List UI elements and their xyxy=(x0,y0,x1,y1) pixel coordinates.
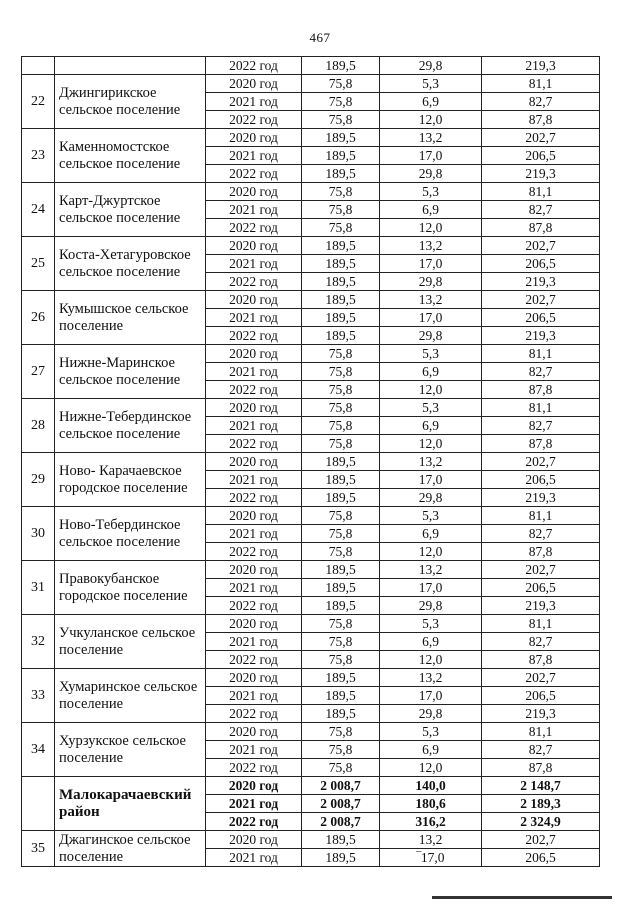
value-cell-3: 202,7 xyxy=(482,561,600,579)
year-cell: 2021 год xyxy=(206,525,302,543)
value-cell-2: 5,3 xyxy=(380,507,482,525)
row-number-cell: 29 xyxy=(22,453,55,507)
settlement-name-cell xyxy=(55,57,206,75)
year-cell: 2022 год xyxy=(206,435,302,453)
value-cell-3: 219,3 xyxy=(482,273,600,291)
row-number-cell: 28 xyxy=(22,399,55,453)
value-cell-3: 2 148,7 xyxy=(482,777,600,795)
value-cell-1: 75,8 xyxy=(302,723,380,741)
value-cell-2: 29,8 xyxy=(380,597,482,615)
year-cell: 2021 год xyxy=(206,687,302,705)
value-cell-1: 75,8 xyxy=(302,741,380,759)
value-cell-1: 75,8 xyxy=(302,75,380,93)
value-cell-2: 17,0 xyxy=(380,471,482,489)
value-cell-3: 87,8 xyxy=(482,651,600,669)
value-cell-2: 17,0 xyxy=(380,687,482,705)
value-cell-1: 2 008,7 xyxy=(302,813,380,831)
year-cell: 2020 год xyxy=(206,831,302,849)
year-cell: 2020 год xyxy=(206,183,302,201)
value-cell-1: 189,5 xyxy=(302,489,380,507)
row-number-cell: 27 xyxy=(22,345,55,399)
value-cell-3: 87,8 xyxy=(482,219,600,237)
year-cell: 2022 год xyxy=(206,111,302,129)
row-number-cell xyxy=(22,57,55,75)
row-number-cell: 22 xyxy=(22,75,55,129)
value-cell-1: 75,8 xyxy=(302,651,380,669)
value-cell-1: 75,8 xyxy=(302,615,380,633)
value-cell-3: 81,1 xyxy=(482,723,600,741)
value-cell-3: 87,8 xyxy=(482,543,600,561)
value-cell-2: 180,6 xyxy=(380,795,482,813)
value-cell-2: 6,9 xyxy=(380,363,482,381)
row-number-cell: 24 xyxy=(22,183,55,237)
value-cell-1: 75,8 xyxy=(302,759,380,777)
value-cell-2: 6,9 xyxy=(380,201,482,219)
value-cell-3: 206,5 xyxy=(482,687,600,705)
value-cell-2: 13,2 xyxy=(380,669,482,687)
value-cell-3: 202,7 xyxy=(482,291,600,309)
value-cell-3: 202,7 xyxy=(482,453,600,471)
value-cell-1: 189,5 xyxy=(302,237,380,255)
value-cell-1: 189,5 xyxy=(302,597,380,615)
value-cell-1: 75,8 xyxy=(302,183,380,201)
value-cell-2: 29,8 xyxy=(380,489,482,507)
row-number-cell: 35 xyxy=(22,831,55,867)
value-cell-3: 206,5 xyxy=(482,471,600,489)
value-cell-2: 12,0 xyxy=(380,219,482,237)
value-cell-3: 219,3 xyxy=(482,489,600,507)
value-cell-1: 75,8 xyxy=(302,399,380,417)
value-cell-2: 316,2 xyxy=(380,813,482,831)
row-number-cell: 32 xyxy=(22,615,55,669)
settlement-name-cell: Учкуланское сельское поселение xyxy=(55,615,206,669)
table-row xyxy=(22,237,600,255)
value-cell-3: 87,8 xyxy=(482,759,600,777)
value-cell-2: 6,9 xyxy=(380,525,482,543)
table-row xyxy=(22,75,600,93)
value-cell-3: 82,7 xyxy=(482,633,600,651)
value-cell-2: 6,9 xyxy=(380,741,482,759)
value-cell-2: 13,2 xyxy=(380,291,482,309)
settlement-name-cell: Ново- Карачаевское городское поселение xyxy=(55,453,206,507)
year-cell: 2021 год xyxy=(206,255,302,273)
table-row xyxy=(22,399,600,417)
value-cell-2: 5,3 xyxy=(380,183,482,201)
value-cell-3: 87,8 xyxy=(482,111,600,129)
value-cell-3: 82,7 xyxy=(482,417,600,435)
value-cell-2: 5,3 xyxy=(380,75,482,93)
value-cell-3: 202,7 xyxy=(482,237,600,255)
value-cell-3: 81,1 xyxy=(482,345,600,363)
value-cell-2: 6,9 xyxy=(380,633,482,651)
value-cell-2: 17,0 xyxy=(380,255,482,273)
value-cell-2: 17,0 xyxy=(380,147,482,165)
value-cell-2: 29,8 xyxy=(380,57,482,75)
value-cell-2: 140,0 xyxy=(380,777,482,795)
value-cell-2: 29,8 xyxy=(380,165,482,183)
value-cell-3: 219,3 xyxy=(482,597,600,615)
year-cell: 2022 год xyxy=(206,597,302,615)
value-cell-3: 81,1 xyxy=(482,507,600,525)
value-cell-3: 202,7 xyxy=(482,669,600,687)
value-cell-2: 12,0 xyxy=(380,111,482,129)
value-cell-2: 12,0 xyxy=(380,651,482,669)
value-cell-1: 2 008,7 xyxy=(302,795,380,813)
value-cell-3: 81,1 xyxy=(482,183,600,201)
table-row xyxy=(22,57,600,75)
value-cell-1: 75,8 xyxy=(302,633,380,651)
value-cell-2: 17,0 xyxy=(380,309,482,327)
year-cell: 2021 год xyxy=(206,741,302,759)
value-cell-1: 189,5 xyxy=(302,687,380,705)
year-cell: 2022 год xyxy=(206,759,302,777)
value-cell-3: 81,1 xyxy=(482,399,600,417)
year-cell: 2020 год xyxy=(206,129,302,147)
year-cell: 2021 год xyxy=(206,309,302,327)
settlement-name-cell: Правокубанское городское поселение xyxy=(55,561,206,615)
table-row xyxy=(22,291,600,309)
value-cell-2: 13,2 xyxy=(380,561,482,579)
year-cell: 2021 год xyxy=(206,417,302,435)
value-cell-2: 29,8 xyxy=(380,273,482,291)
year-cell: 2021 год xyxy=(206,795,302,813)
value-cell-2: 12,0 xyxy=(380,759,482,777)
value-cell-1: 189,5 xyxy=(302,579,380,597)
row-number-cell: 26 xyxy=(22,291,55,345)
value-cell-2: ‾17,0 xyxy=(380,849,482,867)
table-row xyxy=(22,507,600,525)
value-cell-1: 189,5 xyxy=(302,129,380,147)
year-cell: 2020 год xyxy=(206,291,302,309)
year-cell: 2020 год xyxy=(206,237,302,255)
value-cell-1: 75,8 xyxy=(302,111,380,129)
settlement-name-cell: Хумаринское сельское поселение xyxy=(55,669,206,723)
settlement-name-cell: Каменномостское сельское поселение xyxy=(55,129,206,183)
year-cell: 2022 год xyxy=(206,651,302,669)
year-cell: 2021 год xyxy=(206,633,302,651)
value-cell-1: 189,5 xyxy=(302,273,380,291)
year-cell: 2022 год xyxy=(206,381,302,399)
value-cell-1: 189,5 xyxy=(302,291,380,309)
value-cell-3: 206,5 xyxy=(482,579,600,597)
value-cell-1: 75,8 xyxy=(302,363,380,381)
value-cell-3: 206,5 xyxy=(482,255,600,273)
year-cell: 2022 год xyxy=(206,327,302,345)
value-cell-3: 82,7 xyxy=(482,363,600,381)
value-cell-1: 75,8 xyxy=(302,417,380,435)
year-cell: 2021 год xyxy=(206,471,302,489)
value-cell-2: 12,0 xyxy=(380,381,482,399)
year-cell: 2021 год xyxy=(206,849,302,867)
value-cell-1: 189,5 xyxy=(302,309,380,327)
value-cell-1: 75,8 xyxy=(302,507,380,525)
year-cell: 2022 год xyxy=(206,705,302,723)
value-cell-2: 13,2 xyxy=(380,453,482,471)
table-row xyxy=(22,831,600,849)
value-cell-3: 202,7 xyxy=(482,129,600,147)
settlement-name-cell: Ново-Тебердинское сельское поселение xyxy=(55,507,206,561)
value-cell-2: 5,3 xyxy=(380,345,482,363)
value-cell-1: 189,5 xyxy=(302,471,380,489)
row-number-cell: 33 xyxy=(22,669,55,723)
budget-table xyxy=(21,56,600,867)
value-cell-1: 189,5 xyxy=(302,849,380,867)
settlement-name-cell: Нижне-Тебердинское сельское поселение xyxy=(55,399,206,453)
footer-line xyxy=(432,896,612,899)
value-cell-2: 6,9 xyxy=(380,417,482,435)
year-cell: 2022 год xyxy=(206,813,302,831)
table-row xyxy=(22,669,600,687)
table-row xyxy=(22,129,600,147)
table-row xyxy=(22,183,600,201)
row-number-cell xyxy=(22,777,55,831)
value-cell-3: 2 324,9 xyxy=(482,813,600,831)
value-cell-2: 17,0 xyxy=(380,579,482,597)
value-cell-2: 13,2 xyxy=(380,237,482,255)
value-cell-1: 189,5 xyxy=(302,255,380,273)
year-cell: 2020 год xyxy=(206,777,302,795)
value-cell-1: 2 008,7 xyxy=(302,777,380,795)
table-row xyxy=(22,723,600,741)
row-number-cell: 31 xyxy=(22,561,55,615)
value-cell-3: 82,7 xyxy=(482,93,600,111)
table-row xyxy=(22,777,600,795)
value-cell-1: 75,8 xyxy=(302,525,380,543)
value-cell-1: 75,8 xyxy=(302,93,380,111)
year-cell: 2020 год xyxy=(206,399,302,417)
year-cell: 2020 год xyxy=(206,345,302,363)
value-cell-3: 219,3 xyxy=(482,705,600,723)
value-cell-3: 219,3 xyxy=(482,327,600,345)
year-cell: 2020 год xyxy=(206,453,302,471)
value-cell-2: 13,2 xyxy=(380,129,482,147)
year-cell: 2021 год xyxy=(206,579,302,597)
year-cell: 2020 год xyxy=(206,723,302,741)
year-cell: 2020 год xyxy=(206,669,302,687)
value-cell-1: 75,8 xyxy=(302,345,380,363)
year-cell: 2021 год xyxy=(206,201,302,219)
year-cell: 2022 год xyxy=(206,219,302,237)
value-cell-2: 12,0 xyxy=(380,435,482,453)
settlement-name-cell: Хурзукское сельское поселение xyxy=(55,723,206,777)
value-cell-1: 189,5 xyxy=(302,669,380,687)
value-cell-1: 189,5 xyxy=(302,147,380,165)
value-cell-3: 2 189,3 xyxy=(482,795,600,813)
value-cell-1: 75,8 xyxy=(302,201,380,219)
value-cell-3: 206,5 xyxy=(482,849,600,867)
value-cell-2: 12,0 xyxy=(380,543,482,561)
settlement-name-cell: Карт-Джуртское сельское поселение xyxy=(55,183,206,237)
value-cell-1: 75,8 xyxy=(302,381,380,399)
value-cell-3: 206,5 xyxy=(482,309,600,327)
value-cell-3: 82,7 xyxy=(482,741,600,759)
year-cell: 2022 год xyxy=(206,273,302,291)
row-number-cell: 30 xyxy=(22,507,55,561)
page-number: 467 xyxy=(309,30,331,45)
value-cell-1: 189,5 xyxy=(302,327,380,345)
value-cell-1: 75,8 xyxy=(302,219,380,237)
value-cell-3: 206,5 xyxy=(482,147,600,165)
settlement-name-cell: Нижне-Маринское сельское поселение xyxy=(55,345,206,399)
value-cell-3: 219,3 xyxy=(482,165,600,183)
value-cell-1: 75,8 xyxy=(302,543,380,561)
settlement-name-cell: Джагинское сельское поселение xyxy=(55,831,206,867)
value-cell-2: 5,3 xyxy=(380,615,482,633)
year-cell: 2022 год xyxy=(206,57,302,75)
value-cell-1: 189,5 xyxy=(302,165,380,183)
year-cell: 2020 год xyxy=(206,615,302,633)
value-cell-1: 189,5 xyxy=(302,705,380,723)
value-cell-1: 189,5 xyxy=(302,57,380,75)
year-cell: 2021 год xyxy=(206,93,302,111)
value-cell-1: 189,5 xyxy=(302,831,380,849)
table-row xyxy=(22,561,600,579)
year-cell: 2021 год xyxy=(206,363,302,381)
year-cell: 2022 год xyxy=(206,165,302,183)
value-cell-3: 82,7 xyxy=(482,525,600,543)
value-cell-1: 75,8 xyxy=(302,435,380,453)
table-row xyxy=(22,453,600,471)
year-cell: 2020 год xyxy=(206,75,302,93)
value-cell-3: 81,1 xyxy=(482,615,600,633)
value-cell-1: 189,5 xyxy=(302,453,380,471)
row-number-cell: 34 xyxy=(22,723,55,777)
value-cell-2: 29,8 xyxy=(380,705,482,723)
value-cell-3: 82,7 xyxy=(482,201,600,219)
year-cell: 2021 год xyxy=(206,147,302,165)
year-cell: 2020 год xyxy=(206,561,302,579)
value-cell-3: 87,8 xyxy=(482,381,600,399)
value-cell-3: 202,7 xyxy=(482,831,600,849)
settlement-name-cell: Коста-Хетагуровское сельское поселение xyxy=(55,237,206,291)
year-cell: 2022 год xyxy=(206,543,302,561)
value-cell-3: 219,3 xyxy=(482,57,600,75)
settlement-name-cell: Малокарачаевский район xyxy=(55,777,206,831)
table-row xyxy=(22,615,600,633)
row-number-cell: 25 xyxy=(22,237,55,291)
value-cell-2: 13,2 xyxy=(380,831,482,849)
value-cell-2: 29,8 xyxy=(380,327,482,345)
value-cell-2: 5,3 xyxy=(380,723,482,741)
value-cell-3: 81,1 xyxy=(482,75,600,93)
year-cell: 2020 год xyxy=(206,507,302,525)
value-cell-1: 189,5 xyxy=(302,561,380,579)
value-cell-3: 87,8 xyxy=(482,435,600,453)
settlement-name-cell: Джингирикское сельское поселение xyxy=(55,75,206,129)
year-cell: 2022 год xyxy=(206,489,302,507)
value-cell-2: 6,9 xyxy=(380,93,482,111)
row-number-cell: 23 xyxy=(22,129,55,183)
settlement-name-cell: Кумышское сельское поселение xyxy=(55,291,206,345)
value-cell-2: 5,3 xyxy=(380,399,482,417)
table-row xyxy=(22,345,600,363)
